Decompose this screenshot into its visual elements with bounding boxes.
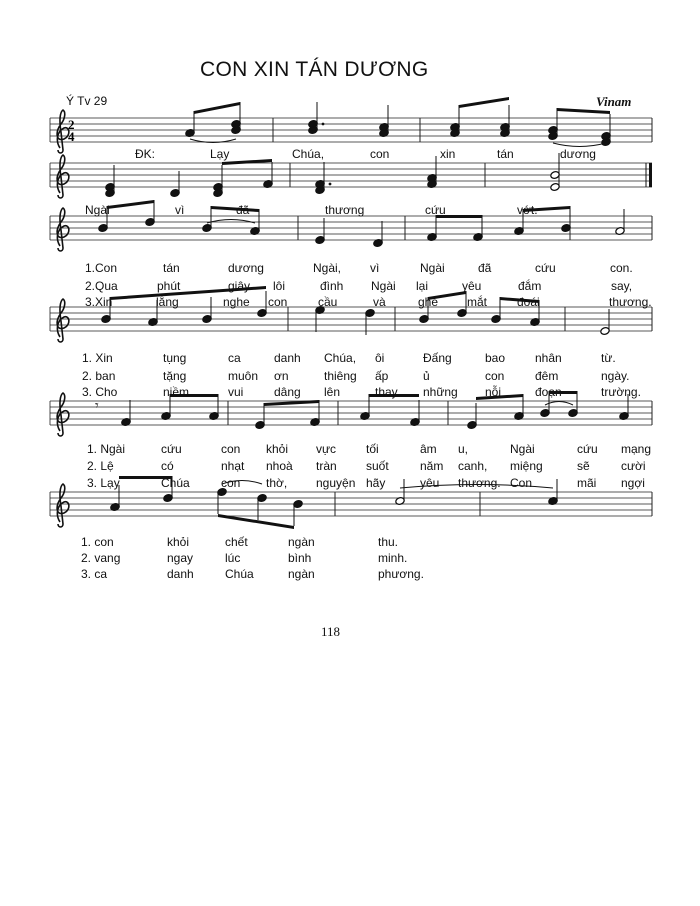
lyric-s4-l0-w4: vực bbox=[316, 442, 337, 456]
s0-beam-1 bbox=[194, 102, 240, 114]
lyric-s5-l1-w4: minh. bbox=[378, 551, 408, 565]
lyric-s4-l2-w1: Chúa bbox=[161, 476, 190, 490]
lyric-s2-l0-w4: vì bbox=[370, 261, 380, 275]
lyric-s4-l0-w2: con bbox=[221, 442, 241, 456]
lyric-s3-l1-w6: ủ bbox=[423, 369, 430, 383]
lyric-s4-l2-w0: 3. Lạy bbox=[87, 476, 120, 490]
lyric-s3-l1-w4: thiêng bbox=[324, 369, 357, 383]
treble-clef-1 bbox=[57, 155, 69, 198]
lyric-s2-l1-w3: lôi bbox=[273, 279, 286, 293]
lyric-s4-l1-w4: tràn bbox=[316, 459, 337, 473]
lyric-s0-l0-w0: ĐK: bbox=[135, 147, 156, 161]
lyric-s5-l2-w1: danh bbox=[167, 567, 194, 581]
treble-clef-5 bbox=[57, 484, 69, 527]
lyric-s2-l2-w3: con bbox=[268, 295, 288, 309]
lyric-s3-l1-w7: con bbox=[485, 369, 505, 383]
lyric-s2-l0-w3: Ngài, bbox=[313, 261, 342, 275]
lyric-s4-l0-w1: cứu bbox=[161, 442, 182, 456]
lyric-s5-l1-w0: 2. vang bbox=[81, 551, 121, 565]
treble-clef-3 bbox=[57, 299, 69, 342]
lyric-s4-l1-w1: có bbox=[161, 459, 174, 473]
lyric-s4-l0-w9: cứu bbox=[577, 442, 598, 456]
lyric-s4-l0-w3: khỏi bbox=[266, 442, 289, 456]
lyric-s2-l1-w1: phút bbox=[157, 279, 181, 293]
lyric-s4-l2-w8: Con bbox=[510, 476, 533, 490]
lyric-s3-l1-w0: 2. ban bbox=[82, 369, 116, 383]
time-signature-top: 2 bbox=[68, 117, 75, 132]
lyric-s3-l0-w8: nhân bbox=[535, 351, 562, 365]
lyric-s4-l1-w10: cười bbox=[621, 459, 646, 473]
lyric-s3-l0-w4: Chúa, bbox=[324, 351, 357, 365]
lyric-s4-l1-w7: canh, bbox=[458, 459, 488, 473]
lyric-s2-l1-w6: lại bbox=[416, 279, 429, 293]
lyric-s2-l2-w1: lắng bbox=[156, 295, 179, 309]
lyric-s3-l2-w5: thay bbox=[375, 385, 398, 399]
lyric-s1-l0-w2: đã bbox=[236, 203, 250, 217]
lyric-s3-l2-w2: vui bbox=[228, 385, 244, 399]
lyric-s2-l0-w1: tán bbox=[163, 261, 180, 275]
lyric-s4-l2-w4: nguyện bbox=[316, 476, 356, 490]
treble-clef-path-4 bbox=[57, 393, 69, 436]
lyric-s3-l1-w3: ơn bbox=[274, 369, 289, 383]
s1-dot-1 bbox=[329, 183, 332, 186]
lyric-s5-l0-w0: 1. con bbox=[81, 535, 114, 549]
lyric-s2-l1-w2: giây bbox=[228, 279, 251, 293]
lyric-s3-l1-w1: tặng bbox=[163, 369, 187, 383]
lyric-s5-l1-w1: ngay bbox=[167, 551, 194, 565]
s0-tie-2 bbox=[553, 143, 606, 147]
lyric-s4-l0-w0: 1. Ngài bbox=[87, 442, 126, 456]
lyric-s3-l0-w5: ôi bbox=[375, 351, 385, 365]
lyric-s5-l0-w3: ngàn bbox=[288, 535, 315, 549]
lyric-s2-l0-w5: Ngài bbox=[420, 261, 445, 275]
s1-beam-1 bbox=[222, 159, 272, 165]
lyric-s4-l0-w7: u, bbox=[458, 442, 469, 456]
lyric-s3-l0-w9: từ. bbox=[601, 351, 616, 365]
lyric-s4-l2-w7: thương. bbox=[458, 476, 501, 490]
lyric-s2-l2-w9: thương. bbox=[609, 295, 652, 309]
s2-tie-1 bbox=[207, 220, 255, 224]
lyric-s3-l2-w6: những bbox=[423, 385, 458, 399]
psalm-reference: Ý Tv 29 bbox=[66, 94, 108, 108]
lyric-s2-l1-w8: đắm bbox=[518, 279, 542, 293]
lyric-s5-l2-w4: phương. bbox=[378, 567, 424, 581]
lyric-s4-l1-w9: sẽ bbox=[577, 459, 590, 473]
lyric-s4-l1-w5: suốt bbox=[366, 459, 389, 473]
lyric-s3-l2-w7: nỗi bbox=[485, 385, 502, 399]
lyric-s4-l2-w3: thờ, bbox=[266, 476, 288, 490]
lyric-s5-l0-w4: thu. bbox=[378, 535, 399, 549]
treble-clef-path-2 bbox=[57, 208, 69, 251]
lyric-s0-l0-w1: Lạy bbox=[210, 147, 230, 161]
lyric-s0-l0-w5: tán bbox=[497, 147, 514, 161]
treble-clef-path-1 bbox=[57, 155, 69, 198]
lyric-s4-l0-w10: mạng bbox=[621, 442, 652, 456]
s0-beam-2 bbox=[459, 97, 509, 108]
lyric-s3-l0-w3: danh bbox=[274, 351, 301, 365]
lyric-s2-l1-w7: yêu bbox=[462, 279, 482, 293]
treble-clef-path-3 bbox=[57, 299, 69, 342]
lyric-s3-l1-w5: ấp bbox=[375, 369, 389, 383]
lyric-s5-l2-w2: Chúa bbox=[225, 567, 254, 581]
lyric-s2-l2-w0: 3.Xin bbox=[85, 295, 113, 309]
lyric-s3-l1-w2: muôn bbox=[228, 369, 259, 383]
lyric-s2-l1-w9: say, bbox=[611, 279, 633, 293]
lyric-s4-l1-w3: nhoà bbox=[266, 459, 293, 473]
lyric-s3-l0-w0: 1. Xin bbox=[82, 351, 113, 365]
lyric-s0-l0-w3: con bbox=[370, 147, 390, 161]
lyric-s4-l1-w8: miệng bbox=[510, 459, 543, 473]
page-number: 118 bbox=[321, 624, 341, 639]
lyric-s2-l2-w5: và bbox=[373, 295, 386, 309]
lyric-s3-l2-w3: dâng bbox=[274, 385, 301, 399]
lyric-s3-l1-w8: đêm bbox=[535, 369, 559, 383]
lyric-s1-l0-w1: vì bbox=[175, 203, 185, 217]
lyric-s5-l2-w3: ngàn bbox=[288, 567, 315, 581]
s2-beam-1 bbox=[107, 200, 154, 209]
lyric-s5-l0-w1: khỏi bbox=[167, 535, 190, 549]
lyric-s2-l2-w8: đoái bbox=[517, 295, 540, 309]
final-barline-thick bbox=[649, 163, 652, 187]
lyric-s4-l2-w2: con bbox=[221, 476, 241, 490]
lyric-s2-l0-w8: con. bbox=[610, 261, 633, 275]
s0-dot-1 bbox=[322, 123, 325, 126]
treble-clef-2 bbox=[57, 208, 69, 251]
lyric-s3-l0-w7: bao bbox=[485, 351, 506, 365]
treble-clef-path-5 bbox=[57, 484, 69, 527]
lyric-s3-l2-w9: trường. bbox=[601, 385, 641, 399]
lyric-s2-l0-w2: dương bbox=[228, 261, 264, 275]
lyric-s1-l0-w4: cứu bbox=[425, 203, 446, 217]
lyric-s4-l1-w0: 2. Lệ bbox=[87, 459, 114, 473]
lyric-s2-l1-w5: Ngài bbox=[371, 279, 396, 293]
lyric-s4-l0-w5: tối bbox=[366, 442, 379, 456]
lyric-s2-l0-w6: đã bbox=[478, 261, 492, 275]
lyric-s3-l0-w6: Đấng bbox=[423, 351, 452, 365]
lyric-s3-l2-w1: niềm bbox=[163, 385, 190, 399]
lyric-s5-l2-w0: 3. ca bbox=[81, 567, 108, 581]
lyric-s3-l0-w2: ca bbox=[228, 351, 241, 365]
time-signature-bottom: 4 bbox=[68, 129, 75, 144]
lyric-s5-l1-w3: bình bbox=[288, 551, 312, 565]
lyric-s4-l0-w8: Ngài bbox=[510, 442, 535, 456]
treble-clef-4 bbox=[57, 393, 69, 436]
lyric-s0-l0-w6: dương bbox=[560, 147, 596, 161]
lyric-s2-l0-w7: cứu bbox=[535, 261, 556, 275]
lyric-s1-l0-w5: vớt. bbox=[517, 203, 538, 217]
lyric-s1-l0-w0: Ngài bbox=[85, 203, 110, 217]
lyric-s4-l1-w6: năm bbox=[420, 459, 444, 473]
lyric-s3-l1-w9: ngày. bbox=[601, 369, 630, 383]
lyric-s4-l1-w2: nhạt bbox=[221, 459, 245, 473]
lyric-s2-l1-w4: đình bbox=[320, 279, 344, 293]
song-title: CON XIN TÁN DƯƠNG bbox=[200, 58, 429, 81]
s2-beam-2 bbox=[211, 206, 259, 212]
lyric-s0-l0-w4: xin bbox=[440, 147, 456, 161]
lyric-s4-l2-w6: yêu bbox=[420, 476, 440, 490]
lyric-s5-l1-w2: lúc bbox=[225, 551, 241, 565]
s0-beam-3 bbox=[557, 108, 610, 114]
composer-name: Vinam bbox=[596, 94, 632, 109]
lyric-s3-l2-w4: lên bbox=[324, 385, 341, 399]
lyric-s2-l0-w0: 1.Con bbox=[85, 261, 118, 275]
lyric-s1-l0-w3: thương bbox=[325, 203, 365, 217]
lyric-s2-l2-w7: mắt bbox=[467, 295, 488, 309]
lyric-s3-l2-w0: 3. Cho bbox=[82, 385, 118, 399]
lyric-s2-l1-w0: 2.Qua bbox=[85, 279, 118, 293]
lyric-s0-l0-w2: Chúa, bbox=[292, 147, 325, 161]
s4-eighth-rest: 𝄾 bbox=[95, 397, 99, 413]
lyric-s2-l2-w2: nghe bbox=[223, 295, 250, 309]
lyric-s4-l2-w10: ngợi bbox=[621, 476, 645, 490]
lyric-s2-l2-w4: cầu bbox=[318, 295, 338, 309]
lyric-s3-l2-w8: đoạn bbox=[535, 385, 562, 399]
lyric-s5-l0-w2: chết bbox=[225, 535, 248, 549]
lyric-s4-l2-w9: mãi bbox=[577, 476, 597, 490]
lyric-s2-l2-w6: ghé bbox=[418, 295, 439, 309]
lyric-s3-l0-w1: tụng bbox=[163, 351, 187, 365]
lyric-s4-l2-w5: hãy bbox=[366, 476, 386, 490]
lyric-s4-l0-w6: âm bbox=[420, 442, 437, 456]
